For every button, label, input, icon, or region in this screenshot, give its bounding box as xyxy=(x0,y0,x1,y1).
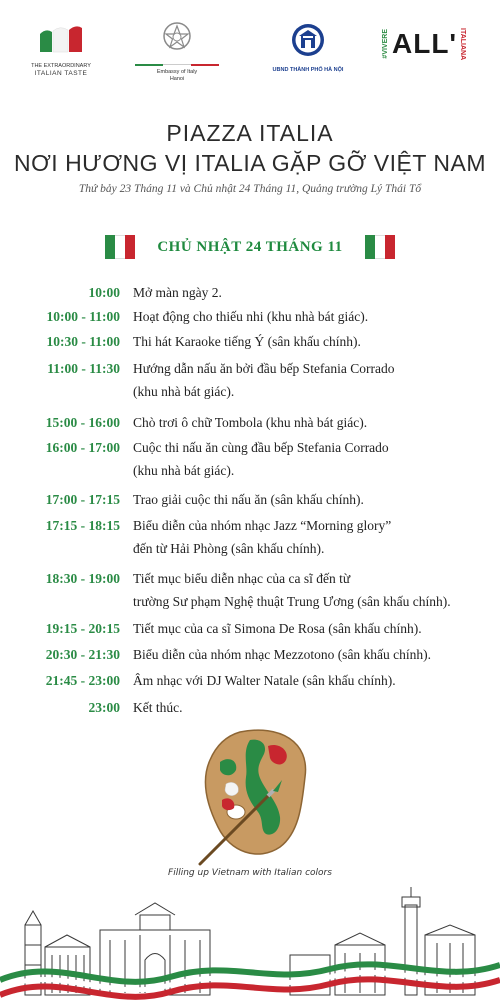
schedule-desc: Tiết mục của ca sĩ Simona De Rosa (sân khấu chính). xyxy=(133,621,422,636)
palette-caption: Filling up Vietnam with Italian colors xyxy=(168,868,332,878)
schedule-time: 19:15 - 20:15 xyxy=(45,621,120,636)
schedule-desc: Hoạt động cho thiếu nhi (khu nhà bát giác). xyxy=(133,309,369,324)
schedule-desc: Cuộc thi nấu ăn cùng đầu bếp Stefania Corrado xyxy=(133,440,389,455)
schedule-desc: Biểu diễn của nhóm nhạc Jazz “Morning glory” xyxy=(133,518,392,533)
schedule-time: 10:00 - 11:00 xyxy=(46,309,120,324)
embassy-line2: Hanoi xyxy=(169,76,185,82)
embassy-color-bar xyxy=(132,64,222,66)
embassy-logo xyxy=(132,22,222,83)
schedule-time: 16:00 - 17:00 xyxy=(45,440,120,455)
schedule-desc: Biểu diễn của nhóm nhạc Mezzotono (sân khấu chính). xyxy=(133,647,432,662)
schedule-time: 15:00 - 16:00 xyxy=(45,415,120,430)
italian-flag-left-icon xyxy=(105,235,135,259)
partner-logos xyxy=(0,22,500,92)
day-banner-text: CHỦ NHẬT 24 THÁNG 11 xyxy=(157,238,343,255)
hanoi-emblem-icon xyxy=(290,22,326,58)
schedule-desc: Hướng dẫn nấu ăn bởi đầu bếp Stefania Corrado xyxy=(133,361,395,376)
event-date-line: Thứ bảy 23 Tháng 11 và Chủ nhật 24 Tháng 11, Quảng trường Lý Thái Tổ xyxy=(78,183,422,195)
vivere-allitaliana-logo xyxy=(382,22,480,66)
schedule-time: 17:00 - 17:15 xyxy=(45,492,120,507)
schedule-desc: Trao giải cuộc thi nấu ăn (sân khấu chính). xyxy=(133,492,364,507)
emblem-of-italy-icon xyxy=(160,20,194,54)
hanoi-label: UBND THÀNH PHỐ HÀ NỘI xyxy=(272,67,344,73)
page-title: PIAZZA ITALIA xyxy=(166,120,334,146)
paint-palette-icon xyxy=(140,722,370,872)
palette-illustration xyxy=(140,722,370,882)
schedule-desc: Mở màn ngày 2. xyxy=(133,285,222,300)
city-skyline xyxy=(0,885,500,1000)
day-banner xyxy=(105,235,395,259)
italian-flag-logo-icon xyxy=(36,22,86,58)
schedule-time: 21:45 - 23:00 xyxy=(45,673,120,688)
schedule-desc-cont: đến từ Hải Phòng (sân khấu chính). xyxy=(133,541,325,556)
italian-flag-right-icon xyxy=(365,235,395,259)
schedule-desc: Thi hát Karaoke tiếng Ý (sân khấu chính). xyxy=(133,334,361,349)
schedule-desc-cont: (khu nhà bát giác). xyxy=(133,384,235,399)
schedule-time: 20:30 - 21:30 xyxy=(45,647,120,662)
hanoi-logo xyxy=(262,22,354,73)
page-subtitle: NƠI HƯƠNG VỊ ITALIA GẶP GỠ VIỆT NAM xyxy=(13,150,487,176)
schedule-time: 11:00 - 11:30 xyxy=(47,361,120,376)
vivere-text: #VIVERE xyxy=(382,29,389,59)
schedule-time: 23:00 xyxy=(88,700,120,715)
schedule-time: 17:15 - 18:15 xyxy=(45,518,120,533)
schedule-time: 10:00 xyxy=(88,285,120,300)
schedule-desc-cont: trường Sư phạm Nghệ thuật Trung Ương (sân khấu chính). xyxy=(133,594,451,609)
italian-taste-line2: ITALIAN TASTE xyxy=(34,70,88,77)
schedule-desc: Kết thúc. xyxy=(133,700,183,715)
all-text: ALL' xyxy=(392,28,458,59)
schedule-time: 18:30 - 19:00 xyxy=(45,571,120,586)
italian-taste-line1: THE EXTRAORDINARY xyxy=(31,63,91,69)
schedule-desc: Chò trơi ô chữ Tombola (khu nhà bát giác). xyxy=(133,415,368,430)
embassy-line1: Embassy of Italy xyxy=(156,69,198,75)
schedule-desc-cont: (khu nhà bát giác). xyxy=(133,463,235,478)
schedule-desc: Tiết mục biểu diễn nhạc của ca sĩ đến từ xyxy=(133,571,351,586)
city-skyline-icon xyxy=(0,885,500,1000)
italian-taste-logo xyxy=(28,22,94,77)
italiana-text: ITALIANA xyxy=(459,27,467,61)
schedule-time: 10:30 - 11:00 xyxy=(46,334,120,349)
schedule-desc: Âm nhạc với DJ Walter Natale (sân khấu chính). xyxy=(133,673,396,688)
